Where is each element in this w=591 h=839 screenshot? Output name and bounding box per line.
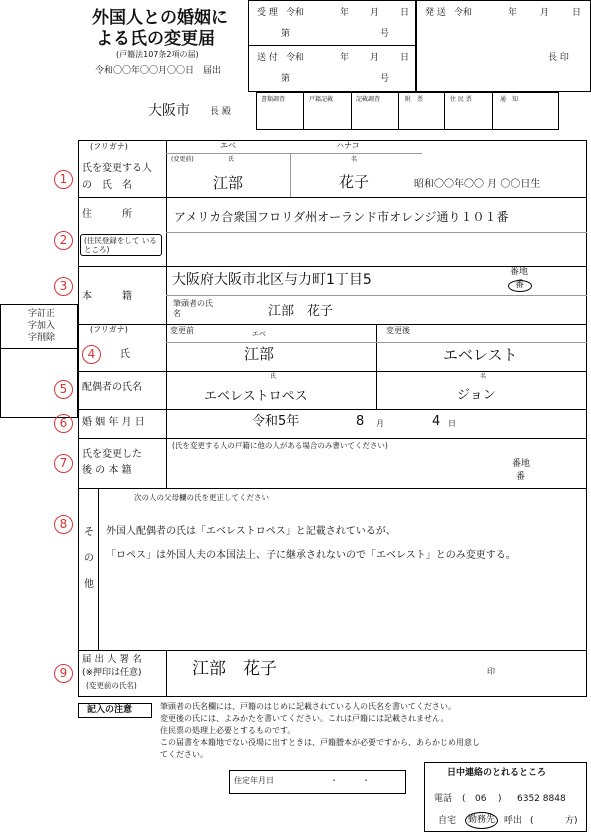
birth-date[interactable]: 昭和〇〇年〇〇 月 〇〇日生 — [414, 179, 541, 190]
furigana-given[interactable]: ハナコ — [336, 141, 360, 150]
name-label-1: 氏を変更する人 — [82, 163, 152, 174]
new-reg-label-1: 氏を変更した — [82, 449, 142, 460]
address-note: (住民登録をして いるところ) — [80, 234, 162, 256]
registry-value[interactable]: 大阪府大阪市北区与力町1丁目5 — [172, 272, 372, 288]
num-9: 9 — [54, 664, 73, 683]
sent2-label: 送 付 — [257, 53, 278, 63]
marriage-label: 婚 姻 年 月 日 — [82, 417, 145, 428]
spouse-label: 配偶者の氏名 — [82, 382, 142, 393]
spouse-given-label: 名 — [480, 373, 487, 380]
residence-date-label: 住定年月日 — [234, 776, 274, 785]
check-entry: 戸籍記載 — [309, 96, 334, 103]
check-notice: 通 知 — [500, 96, 519, 103]
form-title-line2: よる氏の変更届 — [96, 29, 215, 49]
notes-line-5: てください。 — [160, 750, 208, 759]
notes-line-1: 筆頭者の氏名欄には、戸籍のはじめに記載されている人の氏名を書いてください。 — [160, 702, 456, 711]
filing-date: 令和〇〇年〇〇月〇〇日 届出 — [95, 66, 222, 76]
signer-label-1: 届 出 人 署 名 — [82, 654, 142, 665]
notes-line-3: 住民票の処理上必要とするものです。 — [160, 726, 296, 735]
new-reg-label-2: 後 の 本 籍 — [82, 465, 132, 476]
furigana-mid-line — [290, 153, 291, 197]
row8-bottom — [78, 650, 587, 651]
correction-line1: 字訂正 — [28, 309, 56, 319]
sent2-number-prefix: 第 — [281, 74, 291, 84]
sent-year: 年 — [508, 8, 518, 18]
given-label: 名 — [351, 156, 358, 163]
residence-date-dots[interactable]: ・ ・ — [330, 776, 370, 785]
call-suffix: 方) — [565, 816, 578, 826]
sent2-month: 月 — [370, 53, 380, 63]
before-change-label: (変更前) — [171, 156, 194, 163]
surname-after-value[interactable]: エベレスト — [443, 346, 518, 364]
contact-title: 日中連絡のとれるところ — [447, 768, 547, 778]
other-text-2[interactable]: 「ロペス」は外国人夫の本国法上、子に継承されないので「エベレスト」とのみ変更する。 — [106, 550, 516, 561]
surname-row-label: 氏 — [120, 349, 130, 360]
address-label: 住 所 — [82, 209, 132, 220]
num-3: 3 — [54, 277, 73, 296]
phone-number[interactable]: 6352 8848 — [517, 794, 566, 804]
surname-value[interactable]: 江部 — [213, 174, 244, 192]
recipient-city: 大阪市 — [148, 103, 190, 119]
notes-label: 記入の注意 — [87, 705, 133, 715]
row6-bottom — [78, 438, 587, 439]
row3-bottom — [78, 324, 587, 325]
call-option[interactable]: 呼出 — [504, 816, 523, 826]
row1-bottom — [78, 197, 587, 198]
sent-era: 令和 — [454, 8, 473, 18]
marriage-month[interactable]: 8 — [356, 414, 365, 429]
call-open-paren: ( — [530, 816, 534, 826]
num-2: 2 — [54, 231, 73, 250]
furigana-line — [166, 153, 422, 154]
sent2-day: 日 — [400, 53, 410, 63]
notes-line-4: この届書を本籍地でない役場に出すときは、戸籍謄本が必要ですから、あらかじめ用意し — [160, 738, 480, 747]
phone-open-paren: ( — [462, 794, 466, 804]
new-reg-note: (氏を変更する人の戸籍に他の人がある場合のみ書いてください) — [172, 441, 388, 450]
num-4: 4 — [82, 345, 101, 364]
label-column-divider — [166, 140, 167, 488]
check-divider-2 — [351, 92, 352, 130]
row5-bottom — [78, 409, 587, 410]
row7-bottom — [78, 488, 587, 489]
sent-label: 発 送 — [425, 8, 446, 18]
received-era: 令和 — [286, 8, 305, 18]
furigana-label: (フリガナ) — [90, 142, 128, 151]
marriage-day[interactable]: 4 — [432, 414, 441, 429]
sent2-era: 令和 — [286, 53, 305, 63]
office-divider — [248, 45, 416, 46]
head-label: 筆頭者の氏名 — [173, 299, 213, 318]
check-attachment: 附 票 — [405, 96, 424, 103]
before-kana[interactable]: エベ — [252, 330, 266, 338]
sent-day: 日 — [572, 8, 582, 18]
sent-month: 月 — [540, 8, 550, 18]
home-option[interactable]: 自宅 — [438, 816, 457, 826]
correction-line2: 字加入 — [28, 321, 56, 331]
received-number-prefix: 第 — [281, 29, 291, 39]
law-reference: (戸籍法107条2項の届) — [116, 50, 199, 59]
notes-line-2: 変更後の氏には、よみかたを書いてください。これは戸籍には記載されません。 — [160, 714, 449, 723]
spouse-surname-value[interactable]: エベレストロペス — [204, 389, 308, 404]
check-divider-4 — [444, 92, 445, 130]
label-column-divider-2 — [166, 650, 167, 697]
check-docs: 書類調査 — [261, 96, 286, 103]
spouse-given-value[interactable]: ジョン — [457, 388, 496, 403]
marriage-day-unit: 日 — [448, 419, 456, 428]
num-5: 5 — [54, 380, 73, 399]
before-label: 変更前 — [170, 326, 194, 335]
furigana-surname[interactable]: エベ — [220, 141, 236, 150]
signer-name-value[interactable]: 江部 花子 — [192, 659, 277, 679]
other-text-1[interactable]: 外国人配偶者の氏は「エベレストロペス」と記載されているが、 — [106, 526, 396, 537]
received-month: 月 — [370, 8, 380, 18]
correction-divider — [0, 348, 78, 349]
received-year: 年 — [340, 8, 350, 18]
signer-label-2: (※押印は任意) — [82, 668, 142, 678]
surname-label: 氏 — [228, 156, 235, 163]
head-name-value[interactable]: 江部 花子 — [268, 304, 334, 319]
num-6: 6 — [54, 414, 73, 433]
surname-before-value[interactable]: 江部 — [244, 345, 275, 363]
correction-line3: 字削除 — [28, 333, 56, 343]
surname-change-divider — [376, 324, 377, 409]
phone-label: 電話 — [434, 794, 453, 804]
sent2-year: 年 — [340, 53, 350, 63]
other-label: そ の 他 — [84, 527, 94, 590]
phone-area[interactable]: 06 — [475, 794, 487, 804]
other-note: 次の人の父母欄の氏を更正してください — [134, 493, 269, 502]
after-label: 変更後 — [386, 326, 410, 335]
num-8: 8 — [54, 515, 73, 534]
ban-label: 番 — [515, 280, 525, 290]
work-option[interactable]: 勤務先 — [468, 815, 496, 825]
received-number-suffix: 号 — [380, 29, 390, 39]
banchi-label: 番地 — [510, 267, 529, 277]
marriage-era[interactable]: 令和5年 — [252, 414, 300, 429]
phone-close-paren: ) — [498, 794, 502, 804]
furigana2-label: (フリガナ) — [90, 325, 128, 334]
registry-label: 本 籍 — [82, 291, 132, 302]
registry-mid-line — [166, 295, 587, 296]
chief-seal-label: 長 印 — [548, 53, 569, 63]
marriage-month-unit: 月 — [376, 419, 384, 428]
check-divider-1 — [303, 92, 304, 130]
signer-label-3: (変更前の氏名) — [86, 681, 137, 690]
sent2-number-suffix: 号 — [380, 74, 390, 84]
check-divider-3 — [398, 92, 399, 130]
check-resident: 住 民 票 — [450, 96, 472, 103]
num-1: 1 — [54, 170, 73, 189]
received-day: 日 — [400, 8, 410, 18]
given-value[interactable]: 花子 — [339, 173, 370, 191]
address-value[interactable]: アメリカ合衆国フロリダ州オーランド市オレンジ通り１０１番 — [174, 210, 509, 224]
row4-bottom — [78, 371, 587, 372]
address-mid-line — [166, 232, 587, 233]
recipient-suffix: 長 殿 — [210, 107, 231, 117]
new-reg-ban: 番 — [516, 472, 526, 482]
received-label: 受 理 — [257, 8, 278, 18]
other-label-divider — [98, 488, 99, 650]
surname-kana-line — [166, 342, 587, 343]
seal-mark: 印 — [487, 667, 495, 676]
num-7: 7 — [54, 454, 73, 473]
form-title-line1: 外国人との婚姻に — [92, 8, 228, 28]
check-divider-5 — [492, 92, 493, 130]
name-label-2: の 氏 名 — [82, 180, 132, 191]
check-entry-review: 記載調査 — [356, 96, 381, 103]
spouse-surname-label: 氏 — [270, 373, 277, 380]
new-reg-banchi: 番地 — [512, 459, 531, 469]
